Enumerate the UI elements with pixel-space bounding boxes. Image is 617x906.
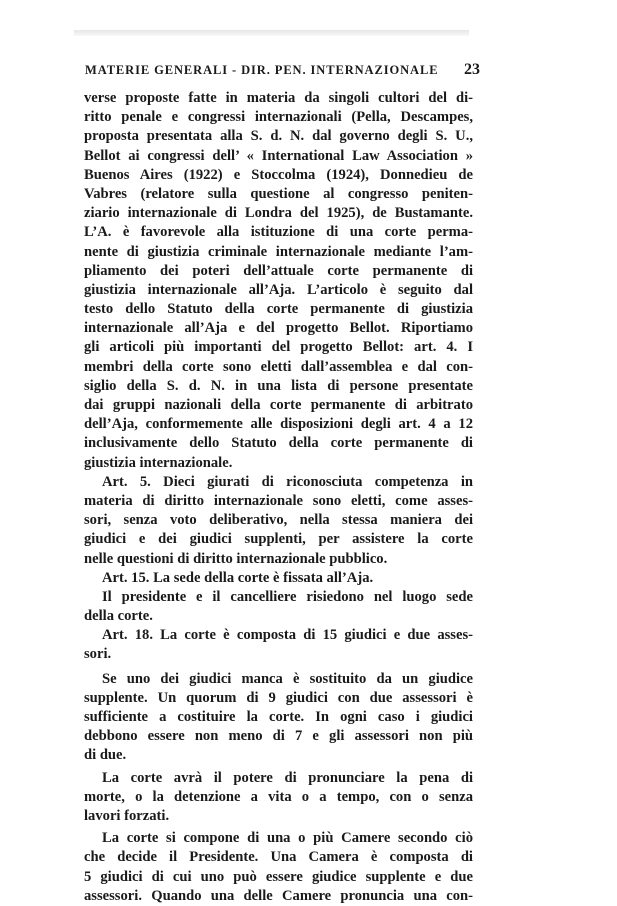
text-line: nente di giustizia criminale internazionale mediante l’am- bbox=[84, 243, 473, 260]
text-line: di due. bbox=[84, 747, 127, 764]
text-line: assessori. Quando una delle Camere pronuncia una con- bbox=[84, 887, 473, 904]
text-line: 5 giudici di cui uno può essere giudice supplente e due bbox=[84, 868, 473, 885]
text-line: Il presidente e il cancelliere risiedono nel luogo sede bbox=[102, 588, 473, 605]
text-line: sori, senza voto deliberativo, nella stessa maniera dei bbox=[84, 512, 473, 529]
text-line: Vabres (relatore sulla questione al congresso peniten- bbox=[84, 185, 473, 202]
text-line: sori. bbox=[84, 646, 112, 663]
running-header bbox=[85, 61, 480, 79]
text-line: dai gruppi nazionali della corte permanente di arbitrato bbox=[84, 397, 473, 413]
text-line: membri della corte sono eletti dall’assemblea e dal con- bbox=[84, 358, 473, 375]
text-line: Se uno dei giudici manca è sostituito da un giudice bbox=[102, 670, 473, 687]
text-line: che decide il Presidente. Una Camera è composta di bbox=[84, 849, 473, 866]
body-text bbox=[84, 89, 473, 906]
text-line: debbono essere non meno di 7 e gli assessori non più bbox=[84, 728, 473, 745]
text-line: ziario internazionale di Londra del 1925), de Bustamante. bbox=[84, 205, 473, 222]
text-line: sufficiente a costituire la corte. In ogni caso i giudici bbox=[84, 709, 473, 725]
bleed-through-mark bbox=[74, 30, 469, 36]
text-line: giustizia internazionale all’Aja. L’articolo è seguito dal bbox=[84, 281, 473, 298]
text-line: Art. 18. La corte è composta di 15 giudici e due asses- bbox=[102, 627, 473, 644]
text-line: lavori forzati. bbox=[84, 807, 170, 824]
text-line: dell’Aja, conformemente alle disposizioni degli art. 4 a 12 bbox=[84, 416, 473, 433]
text-line: pliamento dei poteri dell’attuale corte permanente di bbox=[84, 262, 473, 279]
text-line: della corte. bbox=[84, 608, 153, 625]
text-line: siglio della S. d. N. in una lista di persone presentate bbox=[84, 377, 473, 394]
text-line: Buenos Aires (1922) e Stoccolma (1924), Donnedieu de bbox=[84, 166, 473, 183]
text-line: internazionale all’Aja e del progetto Bellot. Riportiamo bbox=[84, 320, 473, 337]
page-number: 23 bbox=[464, 61, 480, 78]
text-line: Bellot ai congressi dell’ « International Law Association » bbox=[84, 147, 473, 164]
text-line: La corte si compone di una o più Camere secondo ciò bbox=[102, 830, 473, 847]
text-line: proposta presentata alla S. d. N. dal governo degli S. U., bbox=[84, 128, 473, 145]
text-line: ritto penale e congressi internazionali (Pella, Descampes, bbox=[84, 109, 473, 126]
text-line: verse proposte fatte in materia da singoli cultori del di- bbox=[84, 90, 473, 106]
text-line: nelle questioni di diritto internazionale pubblico. bbox=[84, 550, 388, 567]
running-title: MATERIE GENERALI - DIR. PEN. INTERNAZIONALE bbox=[85, 63, 439, 77]
text-line: L’A. è favorevole alla istituzione di una corte perma- bbox=[84, 224, 473, 241]
text-line: Art. 15. La sede della corte è fissata all’Aja. bbox=[102, 569, 374, 586]
text-line: inclusivamente dello Statuto della corte permanente di bbox=[84, 435, 473, 452]
text-line: Art. 5. Dieci giurati di riconosciuta competenza in bbox=[102, 473, 473, 490]
text-line: materia di diritto internazionale sono eletti, come asses- bbox=[84, 492, 473, 509]
text-line: giudici e dei giudici supplenti, per assistere la corte bbox=[84, 531, 473, 548]
text-line: supplente. Un quorum di 9 giudici con due assessori è bbox=[84, 689, 473, 706]
text-line: gli articoli più importanti del progetto Bellot: art. 4. I bbox=[84, 339, 473, 356]
text-line: testo dello Statuto della corte permanente di giustizia bbox=[84, 301, 473, 318]
text-line: La corte avrà il potere di pronunciare la pena di bbox=[102, 769, 473, 786]
text-line: morte, o la detenzione a vita o a tempo, con o senza bbox=[84, 788, 473, 805]
text-line: giustizia internazionale. bbox=[84, 454, 233, 471]
